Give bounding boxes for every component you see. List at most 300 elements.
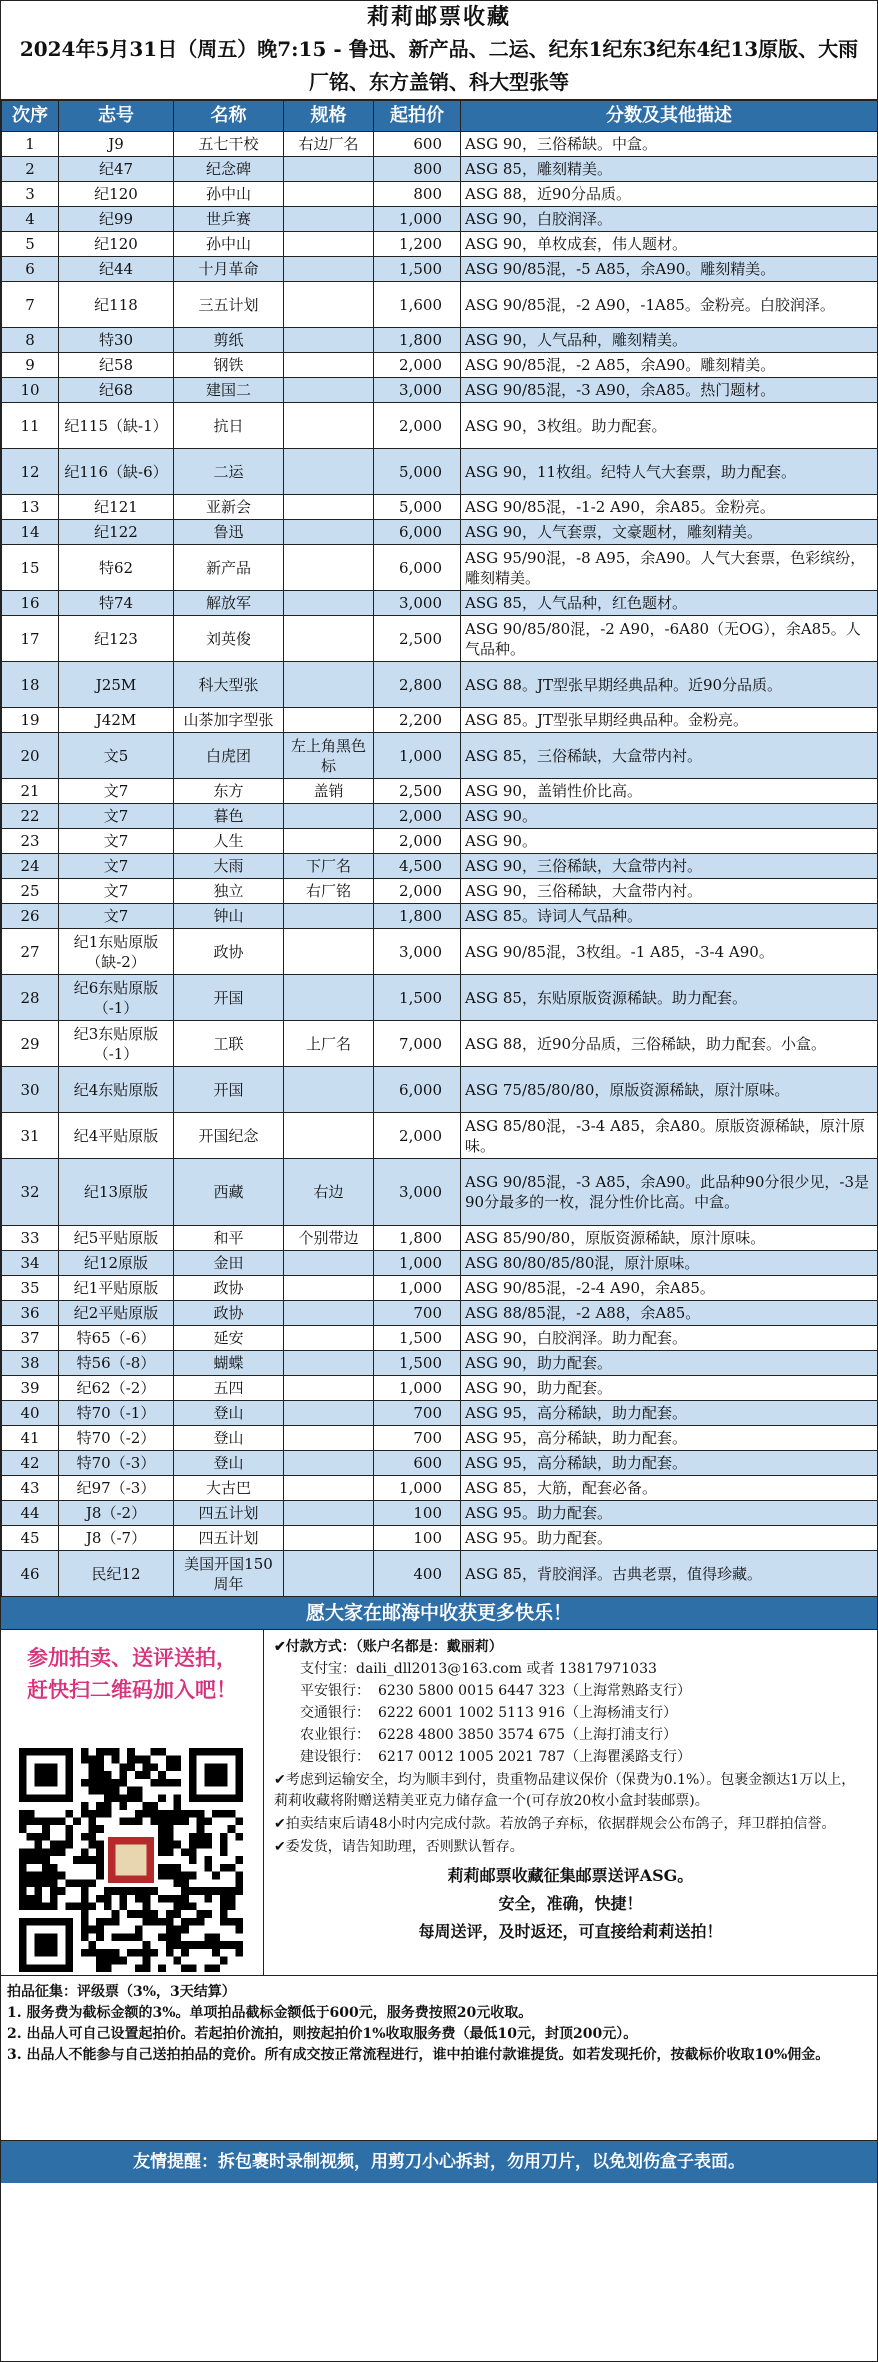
cell-price: 1,500	[374, 257, 461, 282]
cell-desc: ASG 85，背胶润泽。古典老票，值得珍藏。	[461, 1551, 878, 1597]
bank-account: 6230 5800 0015 6447 323（上海常熟路支行）	[378, 1683, 692, 1699]
cell-no: 37	[2, 1326, 59, 1351]
cell-cat: 文5	[59, 733, 174, 779]
cell-spec	[284, 591, 374, 616]
cell-desc: ASG 80/80/85/80混，原汁原味。	[461, 1251, 878, 1276]
table-row	[2, 1067, 878, 1113]
cell-no: 35	[2, 1276, 59, 1301]
fee-item: 2. 出品人可自己设置起拍价。若起拍价流拍，则按起拍价1%收取服务费（最低10元，封顶200元）。	[7, 2026, 638, 2042]
cell-spec	[284, 257, 374, 282]
cell-desc: ASG 95，高分稀缺，助力配套。	[461, 1426, 878, 1451]
cell-desc: ASG 85，雕刻精美。	[461, 157, 878, 182]
cell-spec	[284, 232, 374, 257]
cell-name: 蝴蝶	[174, 1351, 284, 1376]
bank-line	[274, 1746, 867, 1768]
table-row	[2, 1351, 878, 1376]
cell-cat: 纪97（-3）	[59, 1476, 174, 1501]
cell-price: 700	[374, 1301, 461, 1326]
cell-spec: 右边厂名	[284, 132, 374, 157]
cell-no: 39	[2, 1376, 59, 1401]
cell-desc: ASG 90，11枚组。纪特人气大套票，助力配套。	[461, 449, 878, 495]
cell-name: 金田	[174, 1251, 284, 1276]
cell-price: 1,500	[374, 1351, 461, 1376]
cell-desc: ASG 85。JT型张早期经典品种。金粉亮。	[461, 708, 878, 733]
cell-spec	[284, 929, 374, 975]
note-item: ✔考虑到运输安全，均为顺丰到付，贵重物品建议保价（保费为0.1%）。包裹金额达1万以上，莉莉收藏将附赠送精美亚克力储存盒一个(可存放20枚小盒封装邮票)。	[274, 1772, 856, 1809]
auction-table	[1, 100, 878, 1597]
table-row	[2, 616, 878, 662]
reminder-banner: 友情提醒：拆包裹时录制视频，用剪刀小心拆封，勿用刀片，以免划伤盒子表面。	[1, 2141, 877, 2183]
payment-panel	[264, 1630, 877, 1975]
table-row	[2, 1276, 878, 1301]
cell-price: 1,500	[374, 975, 461, 1021]
bank-name: 建设银行：	[300, 1749, 370, 1765]
table-row	[2, 904, 878, 929]
cell-price: 6,000	[374, 545, 461, 591]
cell-name: 剪纸	[174, 328, 284, 353]
cell-spec	[284, 1113, 374, 1159]
cell-name: 钢铁	[174, 353, 284, 378]
cell-no: 6	[2, 257, 59, 282]
cell-desc: ASG 88。JT型张早期经典品种。近90分品质。	[461, 662, 878, 708]
cell-no: 27	[2, 929, 59, 975]
cell-no: 18	[2, 662, 59, 708]
cell-no: 28	[2, 975, 59, 1021]
cell-cat: 文7	[59, 779, 174, 804]
cell-desc: ASG 95，高分稀缺，助力配套。	[461, 1401, 878, 1426]
cell-desc: ASG 90，单枚成套，伟人题材。	[461, 232, 878, 257]
table-row	[2, 449, 878, 495]
fee-title: 拍品征集：评级票（3%，3天结算）	[7, 1984, 236, 2000]
cell-cat: 纪115（缺-1）	[59, 403, 174, 449]
cell-name: 新产品	[174, 545, 284, 591]
cell-name: 山茶加字型张	[174, 708, 284, 733]
cell-cat: 纪120	[59, 232, 174, 257]
wish-banner: 愿大家在邮海中收获更多快乐！	[1, 1597, 877, 1630]
cell-name: 五七干校	[174, 132, 284, 157]
cell-price: 2,000	[374, 1113, 461, 1159]
cell-name: 钟山	[174, 904, 284, 929]
cell-desc: ASG 90/85混，-5 A85，余A90。雕刻精美。	[461, 257, 878, 282]
bank-list	[274, 1680, 867, 1768]
cell-cat: J9	[59, 132, 174, 157]
cell-price: 2,500	[374, 779, 461, 804]
bank-account: 6222 6001 1002 5113 916（上海杨浦支行）	[378, 1705, 678, 1721]
cell-cat: 纪68	[59, 378, 174, 403]
cell-cat: J42M	[59, 708, 174, 733]
cell-desc: ASG 90，三俗稀缺。中盒。	[461, 132, 878, 157]
cell-spec	[284, 1526, 374, 1551]
cell-name: 三五计划	[174, 282, 284, 328]
cell-price: 3,000	[374, 378, 461, 403]
cell-spec: 下厂名	[284, 854, 374, 879]
cell-price: 2,000	[374, 829, 461, 854]
cell-no: 38	[2, 1351, 59, 1376]
cell-desc: ASG 90/85/80混，-2 A90，-6A80（无OG），余A85。人气品种。	[461, 616, 878, 662]
cell-name: 纪念碑	[174, 157, 284, 182]
cell-cat: 纪122	[59, 520, 174, 545]
cell-cat: 特74	[59, 591, 174, 616]
cell-no: 46	[2, 1551, 59, 1597]
table-header-row	[2, 101, 878, 132]
cell-cat: 纪4东贴原版	[59, 1067, 174, 1113]
table-row	[2, 662, 878, 708]
cell-no: 40	[2, 1401, 59, 1426]
cell-name: 政协	[174, 1301, 284, 1326]
table-row	[2, 929, 878, 975]
cell-name: 鲁迅	[174, 520, 284, 545]
cell-name: 登山	[174, 1451, 284, 1476]
note-item: ✔委发货，请告知助理，否则默认暂存。	[274, 1839, 524, 1855]
table-row	[2, 733, 878, 779]
cell-price: 2,800	[374, 662, 461, 708]
cell-price: 1,000	[374, 1276, 461, 1301]
bank-line	[274, 1680, 867, 1702]
cell-cat: 纪1东贴原版（缺-2）	[59, 929, 174, 975]
cell-name: 四五计划	[174, 1501, 284, 1526]
cell-name: 五四	[174, 1376, 284, 1401]
cell-no: 9	[2, 353, 59, 378]
header-name: 名称	[174, 101, 284, 132]
table-row	[2, 1021, 878, 1067]
cell-spec	[284, 1301, 374, 1326]
header-no: 次序	[2, 101, 59, 132]
fee-item: 1. 服务费为截标金额的3%。单项拍品截标金额低于600元，服务费按照20元收取。	[7, 2005, 533, 2021]
cell-spec	[284, 182, 374, 207]
cell-spec	[284, 1067, 374, 1113]
cell-no: 16	[2, 591, 59, 616]
alipay-line: 支付宝：daili_dll2013@163.com 或者 13817971033	[300, 1661, 657, 1677]
cell-price: 1,600	[374, 282, 461, 328]
cell-no: 36	[2, 1301, 59, 1326]
cell-no: 20	[2, 733, 59, 779]
cell-no: 24	[2, 854, 59, 879]
cell-desc: ASG 90，助力配套。	[461, 1376, 878, 1401]
cell-name: 四五计划	[174, 1526, 284, 1551]
cell-no: 15	[2, 545, 59, 591]
cell-spec	[284, 378, 374, 403]
table-row	[2, 1451, 878, 1476]
cell-no: 32	[2, 1159, 59, 1226]
cell-price: 100	[374, 1501, 461, 1526]
cell-spec	[284, 1501, 374, 1526]
cell-desc: ASG 75/85/80/80，原版资源稀缺，原汁原味。	[461, 1067, 878, 1113]
cell-cat: 纪5平贴原版	[59, 1226, 174, 1251]
table-row	[2, 182, 878, 207]
cell-spec: 左上角黑色标	[284, 733, 374, 779]
fee-rules	[1, 1976, 877, 2141]
cell-no: 45	[2, 1526, 59, 1551]
cell-name: 孙中山	[174, 232, 284, 257]
cell-name: 解放军	[174, 591, 284, 616]
cell-spec	[284, 1251, 374, 1276]
cell-spec	[284, 353, 374, 378]
cell-name: 大古巴	[174, 1476, 284, 1501]
cell-price: 100	[374, 1526, 461, 1551]
cell-no: 21	[2, 779, 59, 804]
cell-no: 25	[2, 879, 59, 904]
cell-name: 刘英俊	[174, 616, 284, 662]
cell-no: 17	[2, 616, 59, 662]
table-row	[2, 1113, 878, 1159]
cell-price: 600	[374, 1451, 461, 1476]
promo-line-2: 赶快扫二维码加入吧！	[27, 1677, 237, 1702]
cell-desc: ASG 90。	[461, 829, 878, 854]
cell-name: 工联	[174, 1021, 284, 1067]
table-row	[2, 854, 878, 879]
qr-code-icon[interactable]	[19, 1748, 243, 1972]
cell-spec	[284, 449, 374, 495]
cell-desc: ASG 90/85混，-2 A85，余A90。雕刻精美。	[461, 353, 878, 378]
page-title: 莉莉邮票收藏	[366, 4, 511, 30]
slogan-line-2: 安全，准确，快捷！	[498, 1894, 643, 1913]
notes-list	[274, 1770, 867, 1858]
cell-spec	[284, 804, 374, 829]
cell-name: 白虎团	[174, 733, 284, 779]
cell-desc: ASG 90，助力配套。	[461, 1351, 878, 1376]
cell-desc: ASG 90/85混，-2-4 A90，余A85。	[461, 1276, 878, 1301]
cell-desc: ASG 90，人气品种，雕刻精美。	[461, 328, 878, 353]
cell-name: 抗日	[174, 403, 284, 449]
cell-cat: 纪44	[59, 257, 174, 282]
cell-name: 亚新会	[174, 495, 284, 520]
cell-name: 十月革命	[174, 257, 284, 282]
cell-price: 3,000	[374, 1159, 461, 1226]
cell-no: 31	[2, 1113, 59, 1159]
cell-no: 42	[2, 1451, 59, 1476]
cell-cat: 纪123	[59, 616, 174, 662]
cell-cat: 文7	[59, 904, 174, 929]
cell-price: 5,000	[374, 449, 461, 495]
table-row	[2, 157, 878, 182]
cell-no: 26	[2, 904, 59, 929]
cell-desc: ASG 90/85混，-3 A90，余A85。热门题材。	[461, 378, 878, 403]
table-row	[2, 1501, 878, 1526]
table-row	[2, 779, 878, 804]
cell-price: 1,000	[374, 1376, 461, 1401]
table-row	[2, 132, 878, 157]
table-row	[2, 1251, 878, 1276]
cell-spec	[284, 207, 374, 232]
bank-account: 6217 0012 1005 2021 787（上海瞿溪路支行）	[378, 1749, 692, 1765]
table-row	[2, 975, 878, 1021]
table-row	[2, 1426, 878, 1451]
cell-cat: 文7	[59, 879, 174, 904]
cell-desc: ASG 90，白胶润泽。	[461, 207, 878, 232]
cell-spec: 上厂名	[284, 1021, 374, 1067]
cell-desc: ASG 95/90混，-8 A95，余A90。人气大套票，色彩缤纷，雕刻精美。	[461, 545, 878, 591]
table-row	[2, 282, 878, 328]
cell-name: 政协	[174, 929, 284, 975]
cell-no: 10	[2, 378, 59, 403]
cell-name: 暮色	[174, 804, 284, 829]
table-row	[2, 1226, 878, 1251]
cell-desc: ASG 85，东贴原版资源稀缺。助力配套。	[461, 975, 878, 1021]
cell-price: 1,500	[374, 1326, 461, 1351]
cell-desc: ASG 90，三俗稀缺，大盒带内衬。	[461, 854, 878, 879]
cell-no: 12	[2, 449, 59, 495]
cell-spec	[284, 545, 374, 591]
cell-name: 和平	[174, 1226, 284, 1251]
slogan	[274, 1862, 867, 1946]
cell-cat: 纪58	[59, 353, 174, 378]
header-cat: 志号	[59, 101, 174, 132]
cell-desc: ASG 90/85混，-1-2 A90，余A85。金粉亮。	[461, 495, 878, 520]
slogan-line-3: 每周送评，及时返还，可直接给莉莉送拍！	[418, 1922, 723, 1941]
cell-desc: ASG 90，人气套票，文豪题材，雕刻精美。	[461, 520, 878, 545]
cell-price: 2,000	[374, 353, 461, 378]
cell-desc: ASG 88，近90分品质，三俗稀缺，助力配套。小盒。	[461, 1021, 878, 1067]
cell-spec	[284, 1376, 374, 1401]
cell-spec	[284, 975, 374, 1021]
cell-price: 1,000	[374, 733, 461, 779]
table-row	[2, 1159, 878, 1226]
cell-cat: 纪13原版	[59, 1159, 174, 1226]
table-row	[2, 1401, 878, 1426]
info-section	[1, 1630, 877, 1976]
table-row	[2, 207, 878, 232]
cell-no: 34	[2, 1251, 59, 1276]
cell-name: 登山	[174, 1426, 284, 1451]
cell-desc: ASG 90，3枚组。助力配套。	[461, 403, 878, 449]
cell-price: 800	[374, 157, 461, 182]
table-row	[2, 591, 878, 616]
cell-name: 科大型张	[174, 662, 284, 708]
cell-desc: ASG 88，近90分品质。	[461, 182, 878, 207]
cell-spec	[284, 520, 374, 545]
table-row	[2, 403, 878, 449]
cell-name: 政协	[174, 1276, 284, 1301]
cell-spec	[284, 708, 374, 733]
table-row	[2, 520, 878, 545]
cell-desc: ASG 85。诗词人气品种。	[461, 904, 878, 929]
cell-desc: ASG 88/85混，-2 A88，余A85。	[461, 1301, 878, 1326]
cell-cat: 特70（-1）	[59, 1401, 174, 1426]
cell-no: 33	[2, 1226, 59, 1251]
cell-no: 4	[2, 207, 59, 232]
cell-price: 1,000	[374, 1251, 461, 1276]
cell-cat: 纪2平贴原版	[59, 1301, 174, 1326]
cell-price: 1,000	[374, 207, 461, 232]
cell-name: 开国	[174, 975, 284, 1021]
cell-cat: J8（-2）	[59, 1501, 174, 1526]
table-row	[2, 328, 878, 353]
cell-name: 西藏	[174, 1159, 284, 1226]
cell-cat: 纪3东贴原版（-1）	[59, 1021, 174, 1067]
cell-price: 2,200	[374, 708, 461, 733]
cell-desc: ASG 90。	[461, 804, 878, 829]
cell-price: 7,000	[374, 1021, 461, 1067]
cell-desc: ASG 90/85混，-3 A85，余A90。此品种90分很少见，-3是90分最多的一枚，混分性价比高。中盒。	[461, 1159, 878, 1226]
bank-line	[274, 1702, 867, 1724]
cell-desc: ASG 90/85混，-2 A90，-1A85。金粉亮。白胶润泽。	[461, 282, 878, 328]
cell-desc: ASG 90，三俗稀缺，大盒带内衬。	[461, 879, 878, 904]
cell-cat: J8（-7）	[59, 1526, 174, 1551]
cell-cat: 特30	[59, 328, 174, 353]
bank-name: 交通银行：	[300, 1705, 370, 1721]
cell-price: 1,800	[374, 904, 461, 929]
table-row	[2, 378, 878, 403]
cell-desc: ASG 95。助力配套。	[461, 1526, 878, 1551]
cell-cat: 纪6东贴原版（-1）	[59, 975, 174, 1021]
cell-cat: 民纪12	[59, 1551, 174, 1597]
bank-name: 农业银行：	[300, 1727, 370, 1743]
table-row	[2, 257, 878, 282]
cell-no: 7	[2, 282, 59, 328]
table-row	[2, 1326, 878, 1351]
cell-name: 东方	[174, 779, 284, 804]
cell-name: 建国二	[174, 378, 284, 403]
cell-cat: 文7	[59, 804, 174, 829]
cell-spec	[284, 1351, 374, 1376]
cell-spec: 右厂铭	[284, 879, 374, 904]
cell-name: 孙中山	[174, 182, 284, 207]
promo-text	[1, 1630, 263, 1706]
cell-desc: ASG 95。助力配套。	[461, 1501, 878, 1526]
cell-spec	[284, 1276, 374, 1301]
table-row	[2, 804, 878, 829]
header-price: 起拍价	[374, 101, 461, 132]
cell-no: 22	[2, 804, 59, 829]
cell-desc: ASG 90，盖销性价比高。	[461, 779, 878, 804]
cell-cat: J25M	[59, 662, 174, 708]
cell-price: 1,000	[374, 1476, 461, 1501]
table-row	[2, 1376, 878, 1401]
cell-no: 29	[2, 1021, 59, 1067]
cell-no: 8	[2, 328, 59, 353]
cell-spec	[284, 1401, 374, 1426]
cell-desc: ASG 85，人气品种，红色题材。	[461, 591, 878, 616]
bank-line	[274, 1724, 867, 1746]
cell-price: 800	[374, 182, 461, 207]
table-row	[2, 495, 878, 520]
table-row	[2, 232, 878, 257]
cell-cat: 纪47	[59, 157, 174, 182]
cell-spec: 右边	[284, 1159, 374, 1226]
cell-spec	[284, 1551, 374, 1597]
page-subtitle: 2024年5月31日（周五）晚7:15 - 鲁迅、新产品、二运、纪东1纪东3纪东4纪13原版、大雨厂铭、东方盖销、科大型张等	[1, 33, 877, 100]
cell-spec	[284, 904, 374, 929]
cell-price: 2,000	[374, 804, 461, 829]
bank-name: 平安银行：	[300, 1683, 370, 1699]
cell-name: 开国	[174, 1067, 284, 1113]
payment-title: ✔付款方式：（账户名都是：戴丽莉）	[274, 1639, 503, 1655]
cell-price: 1,200	[374, 232, 461, 257]
table-row	[2, 1526, 878, 1551]
cell-name: 大雨	[174, 854, 284, 879]
cell-no: 3	[2, 182, 59, 207]
cell-no: 1	[2, 132, 59, 157]
cell-cat: 特70（-2）	[59, 1426, 174, 1451]
cell-desc: ASG 85/90/80，原版资源稀缺，原汁原味。	[461, 1226, 878, 1251]
cell-spec	[284, 1426, 374, 1451]
cell-spec	[284, 616, 374, 662]
promo-line-1: 参加拍卖、送评送拍，	[27, 1645, 237, 1670]
cell-no: 19	[2, 708, 59, 733]
cell-spec	[284, 1326, 374, 1351]
cell-cat: 纪12原版	[59, 1251, 174, 1276]
cell-price: 2,000	[374, 403, 461, 449]
cell-name: 开国纪念	[174, 1113, 284, 1159]
cell-no: 5	[2, 232, 59, 257]
promo-panel	[1, 1630, 264, 1975]
cell-desc: ASG 85，大筋，配套必备。	[461, 1476, 878, 1501]
table-row	[2, 545, 878, 591]
cell-cat: 文7	[59, 854, 174, 879]
cell-spec	[284, 495, 374, 520]
cell-spec	[284, 403, 374, 449]
cell-price: 1,800	[374, 328, 461, 353]
